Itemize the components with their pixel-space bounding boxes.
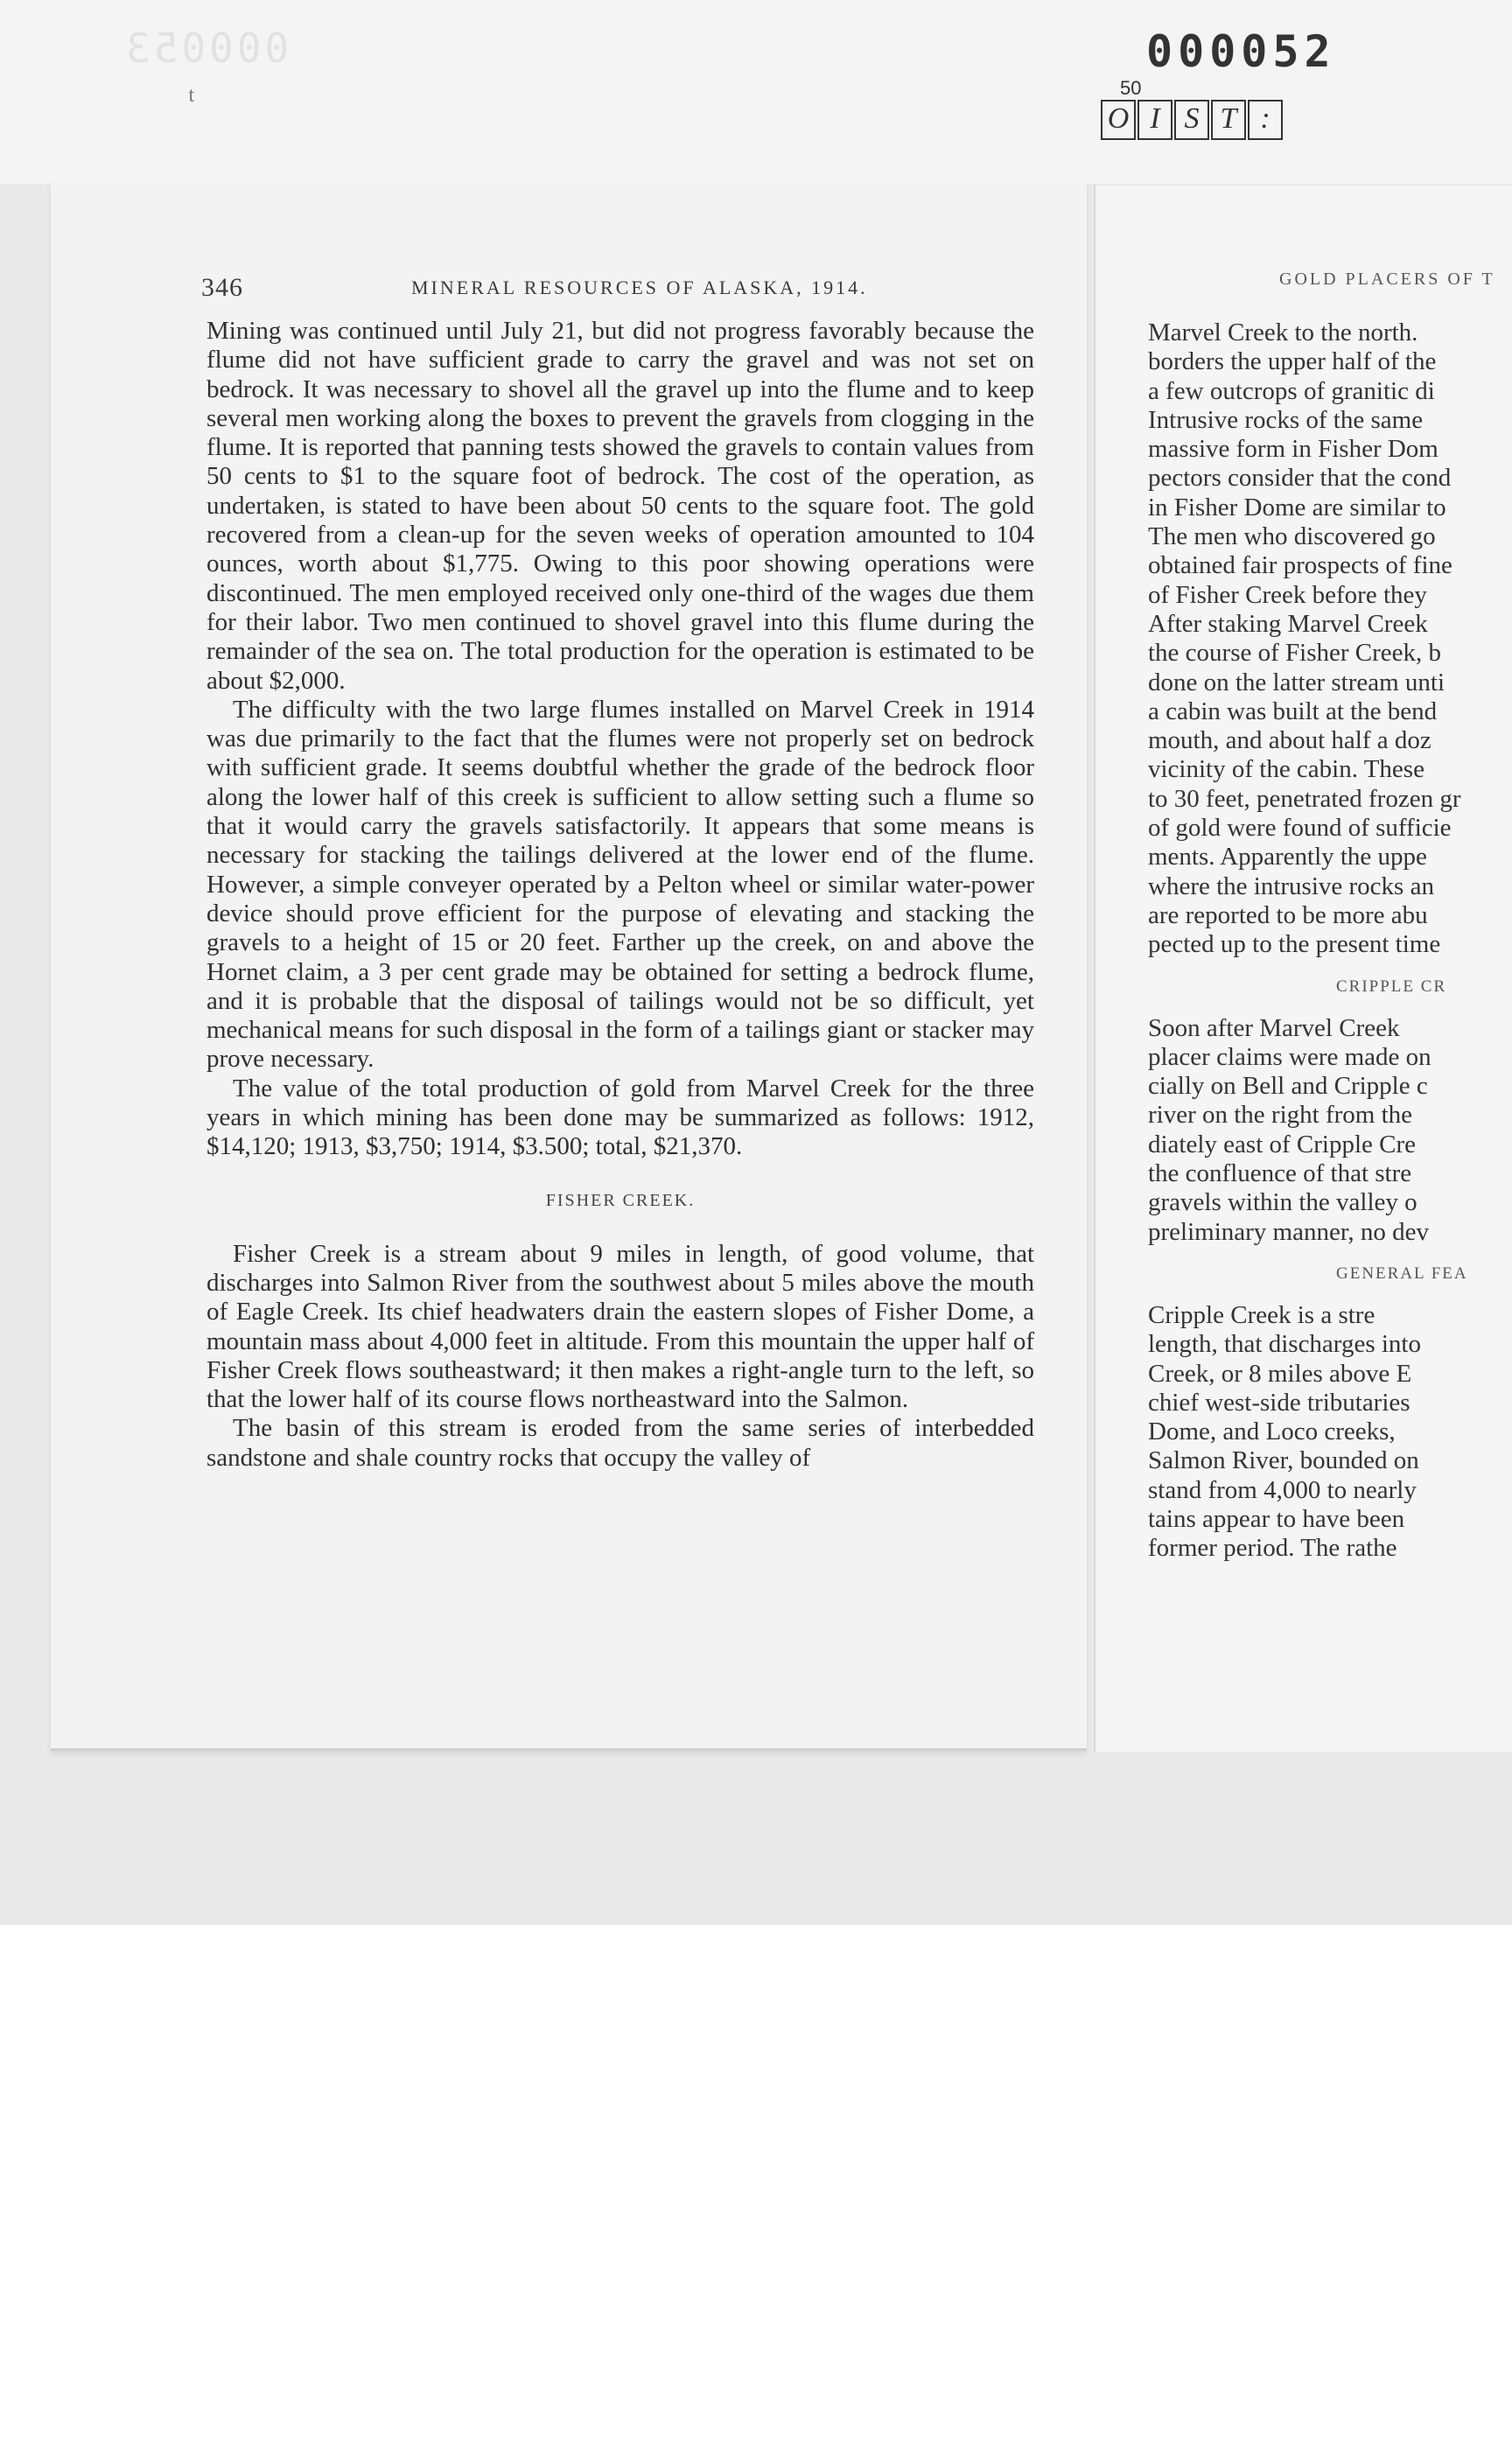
left-page <box>51 182 1087 1751</box>
right-text-line: mouth, and about half a doz <box>1148 726 1432 755</box>
right-text-line: where the intrusive rocks an <box>1148 872 1434 900</box>
right-text-line: Creek, or 8 miles above E <box>1148 1359 1412 1388</box>
right-section-title: GENERAL FEA <box>1336 1264 1468 1283</box>
right-text-line: After staking Marvel Creek <box>1148 609 1428 638</box>
right-page <box>1094 186 1512 1752</box>
body-paragraph: The basin of this stream is eroded from the same series of interbedded sandstone and shale country rocks that occupy the valley of <box>206 1414 1034 1472</box>
boxed-letter: O <box>1101 100 1136 140</box>
right-text-line: the confluence of that stre <box>1148 1159 1412 1188</box>
right-section-title: CRIPPLE CR <box>1336 976 1447 996</box>
right-text-line: vicinity of the cabin. These <box>1148 755 1424 784</box>
right-text-line: stand from 4,000 to nearly <box>1148 1475 1417 1504</box>
document-stamp-number: 000052 <box>1146 26 1336 77</box>
right-text-line: massive form in Fisher Dom <box>1148 435 1438 464</box>
right-text-line: of Fisher Creek before they <box>1148 580 1427 609</box>
running-head: MINERAL RESOURCES OF ALASKA, 1914. <box>411 276 868 298</box>
right-block-3 <box>1148 1301 1512 1564</box>
boxed-letter: T <box>1211 100 1246 140</box>
right-text-line: placer claims were made on <box>1148 1042 1432 1071</box>
right-text-line: Soon after Marvel Creek <box>1148 1013 1400 1042</box>
right-text-column <box>1148 318 1512 1564</box>
right-text-line: Marvel Creek to the north. <box>1148 318 1418 346</box>
box-label: 50 <box>1120 77 1142 99</box>
corner-mark: ᵗ <box>188 80 195 119</box>
blank-area <box>0 1925 1512 2450</box>
body-paragraph: The difficulty with the two large flumes installed on Marvel Creek in 1914 was due primarily to the fact that the flumes were not properly set on bedrock with sufficient grade. It seems doubtful whether the grade of the bedrock floor along the lower half of this creek is sufficient to allow setting such a flume so that it would carry the gravels satisfactorily. It appears that some means is necessary for stacking the tailings delivered at the lower end of the flume. However, a simple conveyer operated by a Pelton wheel or similar water-power device should prove efficient for the purpose of elevating and stacking the gravels to a height of 15 or 20 feet. Farther up the creek, on and above the Hornet claim, a 3 per cent grade may be obtained for setting a bedrock flume, and it is probable that the disposal of tailings would not be so difficult, yet mechanical means for such disposal in the form of a tailings giant or stacker may prove necessary. <box>206 695 1034 1074</box>
right-text-line: preliminary manner, no dev <box>1148 1217 1429 1246</box>
right-text-line: gravels within the valley o <box>1148 1188 1418 1217</box>
body-paragraph: Mining was continued until July 21, but did not progress favorably because the flume did not have sufficient grade to carry the gravel and was not set on bedrock. It was necessary to shovel all the gravel up into the flume and to keep several men working along the boxes to prevent the gravels from clogging in the flume. It is reported that panning tests showed the gravels to contain values from 50 cents to $1 to the square foot of bedrock. The cost of the operation, as undertaken, is stated to have been about 50 cents to the square foot. The gold recovered from a clean-up for the seven weeks of operation amounted to 104 ounces, worth about $1,775. Owing to this poor showing operations were discontinued. The men employed received only one-third of the wages due them for their labor. Two men continued to shovel gravel into this flume during the remainder of the sea on. The total production for the operation is estimated to be about $2,000. <box>206 317 1034 695</box>
boxed-letter: S <box>1174 100 1209 140</box>
right-text-line: Cripple Creek is a stre <box>1148 1300 1376 1329</box>
right-text-line: ments. Apparently the uppe <box>1148 843 1427 872</box>
boxed-letters <box>1101 100 1284 140</box>
right-text-line: tains appear to have been <box>1148 1504 1405 1533</box>
right-text-line: the course of Fisher Creek, b <box>1148 639 1442 668</box>
right-text-line: pected up to the present time <box>1148 930 1441 959</box>
right-text-line: obtained fair prospects of fine <box>1148 551 1452 580</box>
text-column <box>206 317 1034 1473</box>
page-number: 346 <box>201 273 243 302</box>
right-text-line: length, that discharges into <box>1148 1330 1421 1359</box>
section-title: FISHER CREEK. <box>545 1190 696 1210</box>
right-text-line: of gold were found of sufficie <box>1148 814 1452 843</box>
page-header <box>201 273 1059 308</box>
ghost-stamp-number: 000053 <box>122 24 290 72</box>
right-text-line: Dome, and Loco creeks, <box>1148 1418 1396 1446</box>
right-block-1 <box>1148 318 1512 960</box>
right-text-line: are reported to be more abu <box>1148 900 1428 929</box>
right-running-head: GOLD PLACERS OF T <box>1279 270 1495 289</box>
right-text-line: cially on Bell and Cripple c <box>1148 1072 1428 1101</box>
right-text-line: to 30 feet, penetrated frozen gr <box>1148 784 1461 813</box>
right-text-line: river on the right from the <box>1148 1101 1412 1130</box>
body-paragraph: Fisher Creek is a stream about 9 miles in length, of good volume, that discharges into Salmon River from the southwest about 5 miles above the mouth of Eagle Creek. Its chief headwaters drain the eastern slopes of Fisher Dome, a mountain mass about 4,000 feet in altitude. From this mountain the upper half of Fisher Creek flows southeastward; it then makes a right-angle turn to the left, so that the lower half of its course flows northeastward into the Salmon. <box>206 1239 1034 1414</box>
body-paragraph: The value of the total production of gold from Marvel Creek for the three years in which mining has been done may be summarized as follows: 1912, $14,120; 1913, $3,750; 1914, $3.500; total, $21,370. <box>206 1074 1034 1161</box>
right-text-line: done on the latter stream unti <box>1148 668 1446 696</box>
right-text-line: borders the upper half of the <box>1148 347 1437 376</box>
right-text-line: Intrusive rocks of the same <box>1148 405 1424 434</box>
boxed-letter: I <box>1138 100 1172 140</box>
right-block-2 <box>1148 1014 1512 1247</box>
right-text-line: former period. The rathe <box>1148 1534 1397 1563</box>
right-text-line: in Fisher Dome are similar to <box>1148 493 1446 522</box>
right-text-line: diately east of Cripple Cre <box>1148 1130 1417 1158</box>
right-text-line: Salmon River, bounded on <box>1148 1446 1419 1475</box>
right-text-line: a cabin was built at the bend <box>1148 696 1438 725</box>
right-text-line: pectors consider that the cond <box>1148 464 1452 493</box>
right-text-line: The men who discovered go <box>1148 522 1436 551</box>
boxed-letter: : <box>1248 100 1283 140</box>
right-text-line: chief west-side tributaries <box>1148 1388 1410 1417</box>
right-text-line: a few outcrops of granitic di <box>1148 376 1435 405</box>
